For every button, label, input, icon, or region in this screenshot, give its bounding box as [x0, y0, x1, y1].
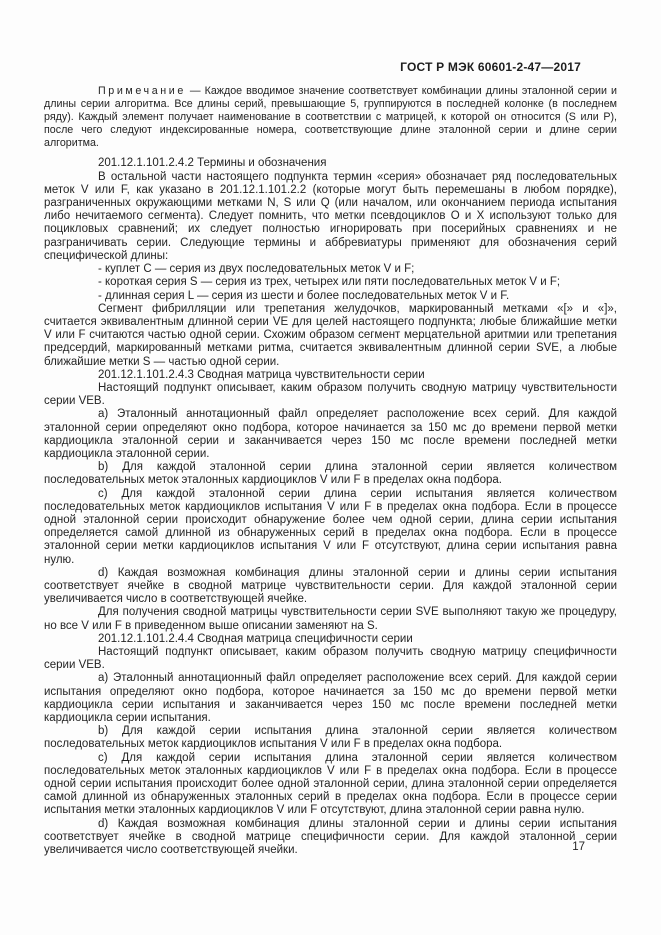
paragraph: a) Эталонный аннотационный файл определяет расположение всех серий. Для каждой серии испытания определяют окно подбора, которое начинается за 150 мс до времени первой метки кардиоцикла серии испытания и заканчивается через 150 мс после времени последней метки кардиоцикла серии испытания. [44, 672, 617, 724]
paragraph: Настоящий подпункт описывает, каким образом получить сводную матрицу специфичности серии VEB. [44, 645, 617, 672]
section-heading: 201.12.1.101.2.4.2 Термины и обозначения [98, 157, 327, 170]
paragraph: b) Для каждой серии испытания длина эталонной серии является количеством последовательных меток кардиоциклов испытания V или F в пределах окна подбора. [44, 725, 617, 751]
paragraph: d) Каждая возможная комбинация длины эталонной серии и длины серии испытания соответствует ячейке в сводной матрице специфичности серии. Для каждой эталонной серии увеличивается число соответствующей ячейки. [44, 817, 617, 857]
note-paragraph [44, 85, 617, 150]
paragraph: c) Для каждой эталонной серии длина серии испытания является количеством последовательных меток кардиоциклов испытания V или F в пределах окна подбора. Если в процессе одной эталонной серии происходит обнаружение более чем одной серии, длина серии испытания определяется самой длинной из обнаруженных серий в пределах окна подбора. Если в процессе эталонной серии метки кардиоциклов испытания V или F отсутствуют, длина серии испытания равна нулю. [44, 487, 617, 566]
running-header: ГОСТ Р МЭК 60601-2-47—2017 [400, 60, 581, 74]
list-item: - длинная серия L — серия из шести и более последовательных меток V и F. [98, 289, 510, 302]
paragraph: В остальной части настоящего подпункта термин «серия» обозначает ряд последовательных меток V или F, как указано в 201.12.1.101.2.2 (которые могут быть перемешаны в любом порядке), разграниченных окружающими метками N, S или Q (или началом, или окончанием периода испытания либо нечитаемого сегмента). Следует помнить, что метки псевдоциклов O и X используют только для поцикловых сравнений; их следует полностью игнорировать при посерийных сравнениях и не разграничивать серии. Следующие термины и аббревиатуры применяют для обозначения серий специфической длины: [44, 170, 617, 262]
paragraph: a) Эталонный аннотационный файл определяет расположение всех серий. Для каждой эталонной серии определяют окно подбора, которое начинается за 150 мс до времени первой метки кардиоцикла эталонной серии и заканчивается через 150 мс после времени последней метки кардиоцикла эталонной серии. [44, 408, 617, 460]
page-number: 17 [572, 841, 585, 853]
section-heading: 201.12.1.101.2.4.3 Сводная матрица чувствительности серии [98, 368, 425, 381]
paragraph: d) Каждая возможная комбинация длины эталонной серии и длины серии испытания соответствует ячейке в сводной матрице чувствительности серии. Для каждой эталонной серии увеличивается число в соответствующей ячейке. [44, 566, 617, 606]
paragraph: c) Для каждой серии испытания длина эталонной серии является количеством последовательных меток эталонных кардиоциклов V или F в пределах окна подбора. Если в процессе одной серии испытания происходит более одной эталонной серии, длина эталонной серии определяется самой длинной из обнаруженных эталонных серий в пределах окна подбора. Если в процессе серии испытания метки эталонных кардиоциклов V или F отсутствуют, длина эталонной серии равна нулю. [44, 751, 617, 817]
paragraph: b) Для каждой эталонной серии длина эталонной серии является количеством последовательных меток эталонных кардиоциклов V или F в пределах окна подбора. [44, 461, 617, 487]
section-heading: 201.12.1.101.2.4.4 Сводная матрица специфичности серии [98, 632, 413, 645]
paragraph: Сегмент фибрилляции или трепетания желудочков, маркированный метками «[» и «]», считается эквивалентным длинной серии VE для целей настоящего подпункта; любые ближайшие метки V или F считаются частью одной серии. Схожим образом сегмент мерцательной аритмии или трепетания предсердий, маркированный метками ритма, считается эквивалентным длинной серии SVE, а любые ближайшие метки S — частью одной серии. [44, 302, 617, 368]
list-item: - куплет C — серия из двух последовательных меток V и F; [98, 263, 415, 276]
document-content [44, 85, 617, 857]
note-label: Примечание [98, 85, 186, 97]
note-text: — Каждое вводимое значение соответствует комбинации длины эталонной серии и длины серии алгоритма. Все длины серий, превышающие 5, группируются в последней колонке (в последнем ряду). Каждый элемент получает наименование в соответствии с матрицей, к которой он относится (S или P), после чего следуют индексированные номера, соответствующие длине эталонной серии и длине серии алгоритма. [44, 85, 617, 150]
paragraph: Настоящий подпункт описывает, каким образом получить сводную матрицу чувствительности серии VEB. [44, 381, 617, 408]
list-item: - короткая серия S — серия из трех, четырех или пяти последовательных меток V и F; [98, 276, 561, 289]
paragraph: Для получения сводной матрицы чувствительности серии SVE выполняют такую же процедуру, но все V или F в приведенном выше описании заменяют на S. [44, 606, 617, 632]
